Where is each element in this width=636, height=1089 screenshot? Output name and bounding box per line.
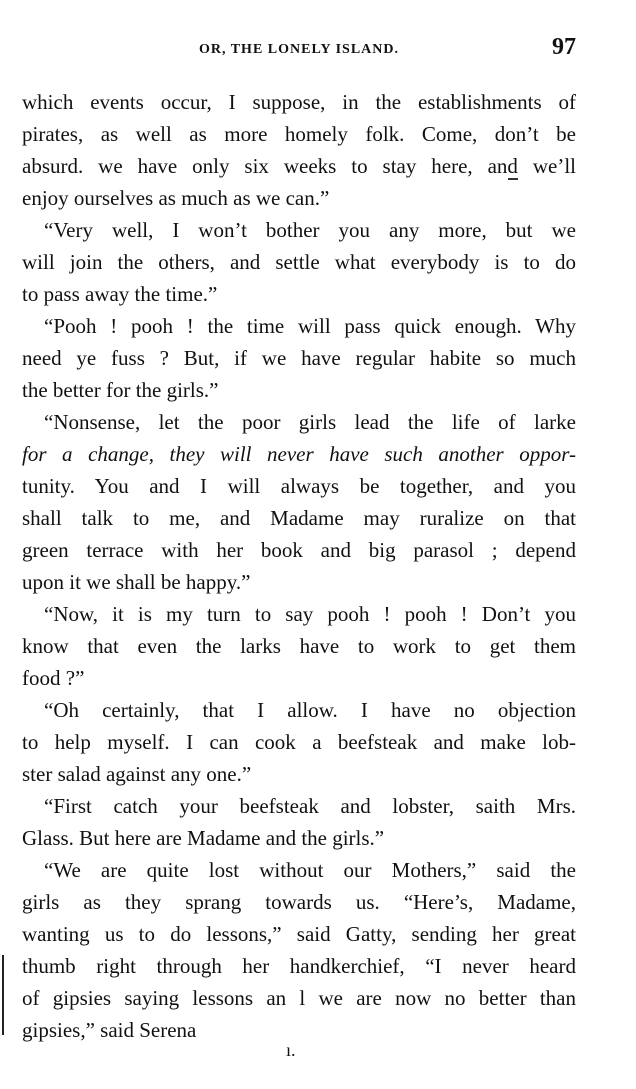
page-header <box>22 34 576 68</box>
italic-text: oppor- <box>519 442 576 466</box>
text-line: thumb right through her handkerchief, “I never heard <box>22 954 576 978</box>
text-line: shall talk to me, and Madame may ruralize on that <box>22 506 576 530</box>
text-line: pirates, as well as more homely folk. Come, don’t be <box>22 122 576 146</box>
running-title: OR, THE LONELY ISLAND. <box>198 42 400 57</box>
italic-text: for a change, they will never have such another <box>22 442 504 466</box>
text-line: “Very well, I won’t bother you any more, but we <box>44 218 576 242</box>
text-line: will join the others, and settle what everybody is to do <box>22 250 576 274</box>
text-line: know that even the larks have to work to get them <box>22 634 576 658</box>
margin-rule <box>2 955 4 1035</box>
body-text <box>22 86 576 1046</box>
signature-mark: ı. <box>286 1040 296 1060</box>
text-line: “First catch your beefsteak and lobster, saith Mrs. <box>44 794 576 818</box>
text-line: “Nonsense, let the poor girls lead the life of larke <box>44 410 576 434</box>
page-number: 97 <box>552 34 576 60</box>
text-line: food ?” <box>22 666 85 690</box>
text-line: enjoy ourselves as much as we can.” <box>22 186 330 210</box>
text-line: of gipsies saying lessons an l we are now no better than <box>22 986 576 1010</box>
text-line: to pass away the time.” <box>22 282 218 306</box>
text-line: “Now, it is my turn to say pooh ! pooh ! Don’t you <box>44 602 576 626</box>
text-line: “We are quite lost without our Mothers,” said the <box>44 858 576 882</box>
text-line: “Oh certainly, that I allow. I have no objection <box>44 698 576 722</box>
text-line: absurd. we have only six weeks to stay here, and we’ll <box>22 154 576 178</box>
text-line-italic <box>22 438 576 470</box>
text-line: gipsies,” said Serena <box>22 1018 197 1042</box>
text-line: ster salad against any one.” <box>22 762 252 786</box>
text-line: which events occur, I suppose, in the establishments of <box>22 90 576 114</box>
text-line: green terrace with her book and big parasol ; depend <box>22 538 576 562</box>
text-line: girls as they sprang towards us. “Here’s, Madame, <box>22 890 576 914</box>
text-line: tunity. You and I will always be together, and you <box>22 474 576 498</box>
text-line: “Pooh ! pooh ! the time will pass quick enough. Why <box>44 314 576 338</box>
text-line: upon it we shall be happy.” <box>22 570 251 594</box>
text-line: need ye fuss ? But, if we have regular habite so much <box>22 346 576 370</box>
text-line: the better for the girls.” <box>22 378 219 402</box>
text-line: wanting us to do lessons,” said Gatty, sending her great <box>22 922 576 946</box>
text-line: to help myself. I can cook a beefsteak and make lob- <box>22 730 576 754</box>
text-line: Glass. But here are Madame and the girls.” <box>22 826 385 850</box>
